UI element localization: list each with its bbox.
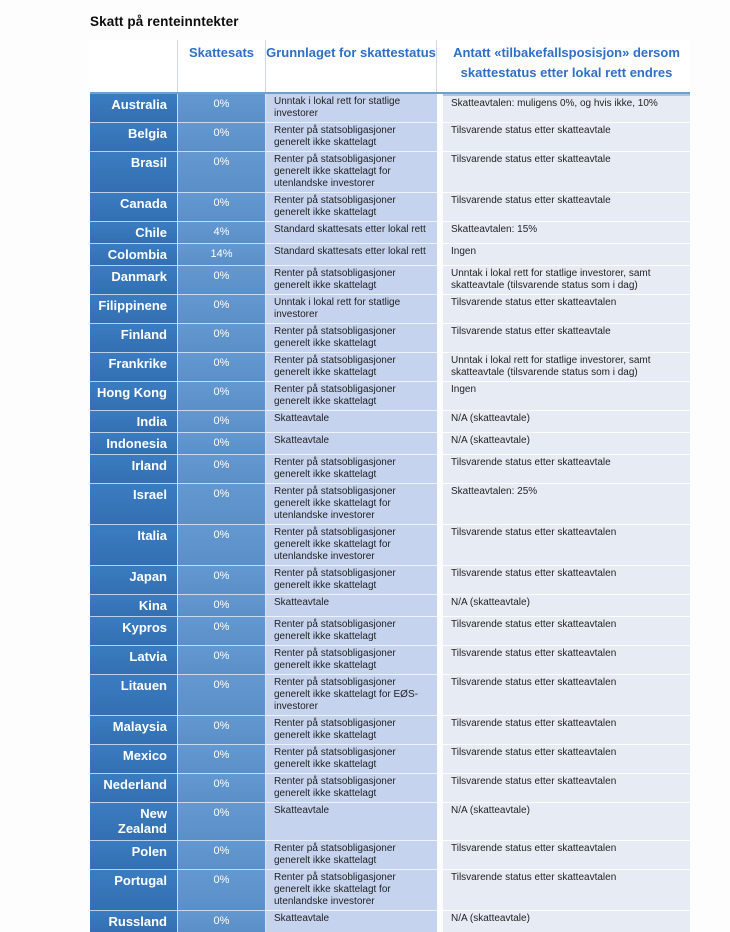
table-row: [90, 841, 690, 870]
table-row: [90, 646, 690, 675]
fallback-cell: Tilsvarende status etter skatteavtalen: [443, 295, 690, 324]
tax-rate-cell: 0%: [178, 123, 266, 152]
fallback-cell: Tilsvarende status etter skatteavtalen: [443, 646, 690, 675]
tax-rate-cell: 0%: [178, 646, 266, 675]
table-row: [90, 617, 690, 646]
tax-rate-cell: 0%: [178, 525, 266, 566]
basis-cell: Renter på statsobligasjoner generelt ikke skattelagt: [266, 617, 437, 646]
header-tax-rate: Skattesats: [178, 40, 266, 92]
basis-cell: Renter på statsobligasjoner generelt ikke skattelagt for utenlandske investorer: [266, 870, 437, 911]
country-cell: Danmark: [90, 266, 178, 295]
fallback-cell: N/A (skatteavtale): [443, 595, 690, 617]
tax-rate-cell: 0%: [178, 455, 266, 484]
tax-rate-cell: 0%: [178, 675, 266, 716]
country-cell: Chile: [90, 222, 178, 244]
country-cell: Nederland: [90, 774, 178, 803]
country-cell: Italia: [90, 525, 178, 566]
country-cell: Portugal: [90, 870, 178, 911]
tax-rate-cell: 0%: [178, 566, 266, 595]
country-cell: Brasil: [90, 152, 178, 193]
basis-cell: Renter på statsobligasjoner generelt ikke skattelagt: [266, 841, 437, 870]
basis-cell: Skatteavtale: [266, 595, 437, 617]
country-cell: Canada: [90, 193, 178, 222]
country-cell: India: [90, 411, 178, 433]
basis-cell: Renter på statsobligasjoner generelt ikke skattelagt: [266, 266, 437, 295]
header-basis: Grunnlaget for skattestatus: [266, 40, 437, 92]
basis-cell: Standard skattesats etter lokal rett: [266, 244, 437, 266]
tax-rate-cell: 0%: [178, 94, 266, 123]
table-row: [90, 484, 690, 525]
basis-cell: Renter på statsobligasjoner generelt ikke skattelagt: [266, 353, 437, 382]
table-row: [90, 803, 690, 841]
tax-rate-cell: 0%: [178, 484, 266, 525]
basis-cell: Renter på statsobligasjoner generelt ikke skattelagt for utenlandske investorer: [266, 152, 437, 193]
table-row: [90, 94, 690, 123]
country-cell: Latvia: [90, 646, 178, 675]
table-header-row: [90, 40, 690, 94]
tax-rate-cell: 0%: [178, 911, 266, 932]
tax-rate-cell: 14%: [178, 244, 266, 266]
basis-cell: Renter på statsobligasjoner generelt ikke skattelagt: [266, 745, 437, 774]
tax-rate-cell: 0%: [178, 870, 266, 911]
basis-cell: Renter på statsobligasjoner generelt ikke skattelagt: [266, 382, 437, 411]
basis-cell: Renter på statsobligasjoner generelt ikke skattelagt: [266, 324, 437, 353]
basis-cell: Standard skattesats etter lokal rett: [266, 222, 437, 244]
tax-rate-cell: 0%: [178, 433, 266, 455]
country-cell: Polen: [90, 841, 178, 870]
table-row: [90, 266, 690, 295]
fallback-cell: Tilsvarende status etter skatteavtalen: [443, 745, 690, 774]
basis-cell: Renter på statsobligasjoner generelt ikke skattelagt: [266, 193, 437, 222]
table-row: [90, 774, 690, 803]
country-cell: Malaysia: [90, 716, 178, 745]
country-cell: Frankrike: [90, 353, 178, 382]
tax-rate-cell: 0%: [178, 411, 266, 433]
country-cell: Kina: [90, 595, 178, 617]
country-cell: Colombia: [90, 244, 178, 266]
country-cell: Kypros: [90, 617, 178, 646]
tax-rate-cell: 4%: [178, 222, 266, 244]
table-row: [90, 911, 690, 932]
fallback-cell: Tilsvarende status etter skatteavtalen: [443, 675, 690, 716]
tax-rate-cell: 0%: [178, 266, 266, 295]
tax-rate-cell: 0%: [178, 745, 266, 774]
table-row: [90, 324, 690, 353]
basis-cell: Renter på statsobligasjoner generelt ikke skattelagt: [266, 774, 437, 803]
table-row: [90, 411, 690, 433]
table-row: [90, 716, 690, 745]
table-body: [90, 94, 690, 932]
basis-cell: Skatteavtale: [266, 433, 437, 455]
tax-rate-cell: 0%: [178, 152, 266, 193]
fallback-cell: Skatteavtalen: 15%: [443, 222, 690, 244]
tax-rate-cell: 0%: [178, 595, 266, 617]
country-cell: Mexico: [90, 745, 178, 774]
country-cell: Finland: [90, 324, 178, 353]
basis-cell: Unntak i lokal rett for statlige investorer: [266, 295, 437, 324]
basis-cell: Renter på statsobligasjoner generelt ikke skattelagt for utenlandske investorer: [266, 484, 437, 525]
country-cell: Hong Kong: [90, 382, 178, 411]
table-row: [90, 525, 690, 566]
basis-cell: Renter på statsobligasjoner generelt ikke skattelagt: [266, 123, 437, 152]
tax-rate-cell: 0%: [178, 803, 266, 841]
fallback-cell: N/A (skatteavtale): [443, 803, 690, 841]
table-row: [90, 353, 690, 382]
basis-cell: Renter på statsobligasjoner generelt ikke skattelagt: [266, 566, 437, 595]
fallback-cell: Tilsvarende status etter skatteavtalen: [443, 774, 690, 803]
tax-rate-cell: 0%: [178, 617, 266, 646]
table-row: [90, 123, 690, 152]
fallback-cell: Ingen: [443, 382, 690, 411]
table-row: [90, 455, 690, 484]
country-cell: Belgia: [90, 123, 178, 152]
fallback-cell: Skatteavtalen: 25%: [443, 484, 690, 525]
tax-rate-cell: 0%: [178, 774, 266, 803]
tax-rate-cell: 0%: [178, 193, 266, 222]
fallback-cell: Tilsvarende status etter skatteavtalen: [443, 566, 690, 595]
fallback-cell: Tilsvarende status etter skatteavtale: [443, 455, 690, 484]
table-row: [90, 433, 690, 455]
country-cell: Filippinene: [90, 295, 178, 324]
table-row: [90, 745, 690, 774]
basis-cell: Skatteavtale: [266, 911, 437, 932]
table-row: [90, 870, 690, 911]
tax-rate-cell: 0%: [178, 353, 266, 382]
fallback-cell: Tilsvarende status etter skatteavtalen: [443, 870, 690, 911]
country-cell: Australia: [90, 94, 178, 123]
basis-cell: Skatteavtale: [266, 411, 437, 433]
fallback-cell: Tilsvarende status etter skatteavtale: [443, 324, 690, 353]
page-title: Skatt på renteinntekter: [90, 14, 239, 29]
fallback-cell: Tilsvarende status etter skatteavtale: [443, 193, 690, 222]
table-row: [90, 295, 690, 324]
basis-cell: Unntak i lokal rett for statlige investorer: [266, 94, 437, 123]
fallback-cell: Tilsvarende status etter skatteavtale: [443, 123, 690, 152]
table-row: [90, 244, 690, 266]
table-row: [90, 382, 690, 411]
table-row: [90, 566, 690, 595]
tax-rate-cell: 0%: [178, 716, 266, 745]
fallback-cell: Skatteavtalen: muligens 0%, og hvis ikke, 10%: [443, 94, 690, 123]
interest-tax-table: [90, 40, 690, 932]
country-cell: Litauen: [90, 675, 178, 716]
table-row: [90, 222, 690, 244]
header-fallback: Antatt «tilbakefallsposisjon» dersom skattestatus etter lokal rett endres: [443, 40, 690, 92]
tax-rate-cell: 0%: [178, 324, 266, 353]
tax-rate-cell: 0%: [178, 382, 266, 411]
basis-cell: Renter på statsobligasjoner generelt ikke skattelagt for utenlandske investorer: [266, 525, 437, 566]
country-cell: New Zealand: [90, 803, 178, 841]
header-country-blank: [90, 40, 178, 92]
fallback-cell: Tilsvarende status etter skatteavtalen: [443, 525, 690, 566]
fallback-cell: N/A (skatteavtale): [443, 911, 690, 932]
fallback-cell: Tilsvarende status etter skatteavtale: [443, 152, 690, 193]
tax-rate-cell: 0%: [178, 841, 266, 870]
table-row: [90, 675, 690, 716]
tax-rate-cell: 0%: [178, 295, 266, 324]
country-cell: Japan: [90, 566, 178, 595]
fallback-cell: Unntak i lokal rett for statlige investorer, samt skatteavtale (tilsvarende status som i dag): [443, 266, 690, 295]
table-row: [90, 193, 690, 222]
table-row: [90, 595, 690, 617]
fallback-cell: Ingen: [443, 244, 690, 266]
table-row: [90, 152, 690, 193]
fallback-cell: N/A (skatteavtale): [443, 433, 690, 455]
fallback-cell: Unntak i lokal rett for statlige investorer, samt skatteavtale (tilsvarende status som i dag): [443, 353, 690, 382]
fallback-cell: Tilsvarende status etter skatteavtalen: [443, 716, 690, 745]
basis-cell: Renter på statsobligasjoner generelt ikke skattelagt for EØS- investorer: [266, 675, 437, 716]
fallback-cell: Tilsvarende status etter skatteavtalen: [443, 617, 690, 646]
basis-cell: Renter på statsobligasjoner generelt ikke skattelagt: [266, 646, 437, 675]
country-cell: Russland: [90, 911, 178, 932]
basis-cell: Skatteavtale: [266, 803, 437, 841]
country-cell: Israel: [90, 484, 178, 525]
fallback-cell: Tilsvarende status etter skatteavtalen: [443, 841, 690, 870]
country-cell: Indonesia: [90, 433, 178, 455]
basis-cell: Renter på statsobligasjoner generelt ikke skattelagt: [266, 716, 437, 745]
basis-cell: Renter på statsobligasjoner generelt ikke skattelagt: [266, 455, 437, 484]
fallback-cell: N/A (skatteavtale): [443, 411, 690, 433]
country-cell: Irland: [90, 455, 178, 484]
